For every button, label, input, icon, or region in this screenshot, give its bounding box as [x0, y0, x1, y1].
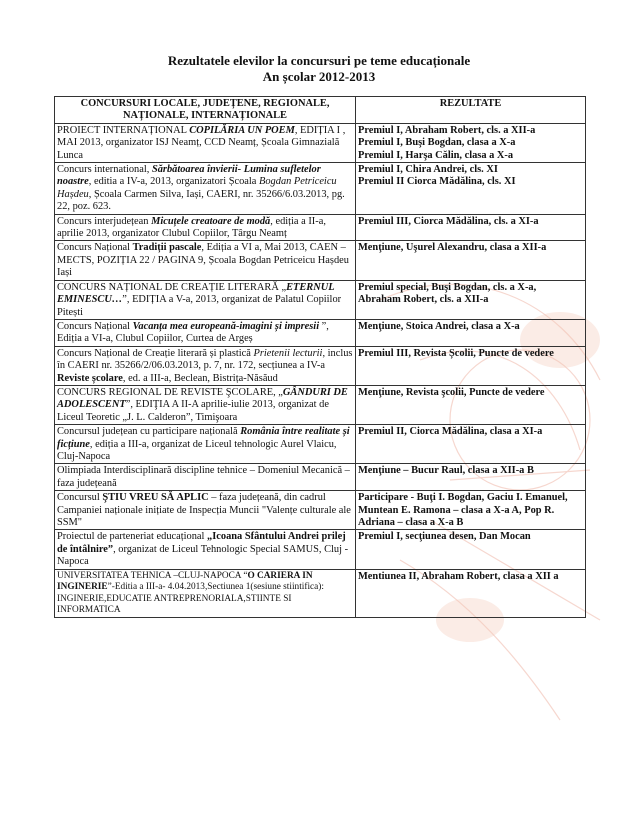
contest-text: Concurs interjudețean	[57, 215, 152, 227]
contest-text: CONCURS NAȚIONAL DE CREAȚIE LITERARĂ „	[57, 281, 287, 293]
contest-text: Olimpiada Interdisciplinară discipline tehnice – Domeniul Mecanică – faza județeană	[57, 465, 350, 489]
result-line: Premiul I, Harşa Călin, clasa a X-a	[358, 149, 514, 161]
result-line: Premiul II, Ciorca Mădălina, clasa a XI-a	[358, 426, 543, 438]
result-cell	[356, 319, 586, 346]
contest-text: Bogdan Petriceicu Hașdeu	[57, 176, 337, 200]
table-row	[55, 163, 586, 215]
table-row	[55, 214, 586, 241]
contest-cell	[55, 530, 356, 569]
contest-text: Sărbătoarea învierii- Lumina sufletelor noastre	[57, 164, 321, 188]
table-row	[55, 569, 586, 617]
result-line: Participare - Buţi I. Bogdan, Gaciu I. Emanuel, Muntean E. Ramona – clasa a X-a A, Pop R. Adriana – clasa a X-a B	[358, 492, 568, 528]
page-title	[0, 53, 638, 85]
contest-text: Prietenii lecturii	[253, 347, 323, 359]
result-cell	[356, 569, 586, 617]
header-contests: CONCURSURI LOCALE, JUDEȚENE, REGIONALE, NAȚIONALE, INTERNAȚIONALE	[55, 97, 356, 124]
contest-cell	[55, 464, 356, 491]
result-cell	[356, 491, 586, 530]
contest-text: , EDIȚIA I , MAI 2013, organizator ISJ Neamț, CCD Neamț, Școala Gimnazială Lunca	[57, 124, 346, 161]
contest-text: ETERNUL EMINESCU…	[57, 281, 335, 306]
contest-text: , ediția a III-a, organizat de Liceul tehnologic Aurel Vlaicu, Cluj-Napoca	[57, 438, 337, 462]
contest-text: O CARIERA IN INGINERIE	[57, 570, 313, 593]
contest-text: Concurs international,	[57, 164, 152, 176]
contest-cell	[55, 385, 356, 424]
contest-text: , Ediția a VI a, Mai 2013, CAEN – MECTS, POZIȚIA 22 / PAGINA 9, Școala Bogdan Petriceicu Hașdeu Iași	[57, 242, 349, 279]
contest-text: CONCURS REGIONAL DE REVISTE ŞCOLARE, „	[57, 386, 283, 398]
result-line: Menţiune, Revista şcolii, Puncte de vedere	[358, 386, 545, 398]
contest-cell	[55, 346, 356, 385]
contest-text: GÂNDURI DE ADOLESCENT	[57, 386, 348, 411]
contest-text: Concurs Național de Creație literară și plastică	[57, 347, 254, 359]
result-cell	[356, 464, 586, 491]
contest-text: Concurs Național	[57, 320, 133, 332]
page-title-line-2: An școlar 2012-2013	[262, 69, 376, 84]
result-line: Menţiune, Uşurel Alexandru, clasa a XII-a	[358, 242, 547, 254]
table-row	[55, 346, 586, 385]
contest-cell	[55, 280, 356, 319]
contest-text: COPILĂRIA UN POEM	[189, 124, 295, 136]
contest-cell	[55, 241, 356, 280]
contest-text: ”, EDIȚIA a V-a, 2013, organizat de Palatul Copiilor Pitești	[57, 294, 342, 318]
table-row	[55, 385, 586, 424]
contest-text: , organizat de Liceul Tehnologic Special SAMUS, Cluj - Napoca	[57, 543, 349, 568]
page-title-line-1: Rezultatele elevilor la concursuri pe teme educaționale	[167, 53, 471, 68]
table-row	[55, 530, 586, 569]
contest-text: ŞTIU VREU SĂ APLIC	[102, 492, 209, 504]
contest-text: , Școala Carmen Silva, Iași, CAERI, nr. 35266/6.03.2013, pg. 22, poz. 623.	[57, 188, 345, 213]
table-row	[55, 319, 586, 346]
contest-text: Reviste școlare	[57, 372, 123, 384]
contest-text: UNIVERSITATEA TEHNICA –CLUJ-NAPOCA “	[57, 570, 248, 581]
contest-text: PROIECT INTERNAȚIONAL	[57, 124, 190, 136]
result-line: Premiul I, Chira Andrei, cls. XI	[358, 164, 498, 176]
result-line: Premiul I, Buşi Bogdan, clasa a X-a	[358, 137, 516, 149]
contest-cell	[55, 123, 356, 162]
contest-text: , inclus în CAERI nr. 35266/2/06.03.2013, p. 7, nr. 172, secțiunea a IV-a	[57, 347, 353, 372]
result-line: Premiul II Ciorca Mădălina, cls. XI	[358, 176, 516, 188]
contest-text: România între realitate și ficțiune	[57, 426, 350, 450]
result-line: Premiul I, Abraham Robert, cls. a XII-a	[358, 124, 536, 136]
contest-text: – faza județeană, din cadrul Campaniei naționale inițiate de Inspecția Muncii "Valențe culturale ale SSM"	[57, 492, 351, 528]
result-line: Premiul I, secţiunea desen, Dan Mocan	[358, 531, 531, 543]
result-cell	[356, 385, 586, 424]
contest-text: Micuțele creatoare de modă	[151, 215, 271, 227]
result-line: Menţiune, Stoica Andrei, clasa a X-a	[358, 320, 520, 332]
table-row	[55, 491, 586, 530]
result-line: Mentiunea II, Abraham Robert, clasa a XII a	[358, 570, 559, 582]
contest-cell	[55, 214, 356, 241]
contest-cell	[55, 163, 356, 215]
result-cell	[356, 163, 586, 215]
table-row	[55, 464, 586, 491]
contest-text: ”, EDIŢIA A II-A aprilie-iulie 2013, organizat de Liceul Teoretic „J. L. Calderon”, Timişoara	[57, 399, 329, 423]
result-line: Menţiune – Bucur Raul, clasa a XII-a B	[358, 465, 534, 477]
table-row	[55, 123, 586, 162]
result-cell	[356, 346, 586, 385]
contest-text: ”-Editia a III-a- 4.04.2013,Sectiunea 1(sesiune stiintifica): INGINERIE,EDUCATIE ANTREPRENORIALA,STIINTE SI INFORMATICA	[57, 582, 324, 616]
table-body	[55, 123, 586, 617]
contest-text: ”, Ediția a VI-a, Clubul Copiilor, Curtea de Argeș	[57, 320, 329, 345]
result-cell	[356, 123, 586, 162]
table-row	[55, 280, 586, 319]
contest-text: Concurs Național	[57, 242, 133, 254]
result-cell	[356, 241, 586, 280]
header-results: REZULTATE	[356, 97, 586, 124]
result-cell	[356, 530, 586, 569]
result-line: Premiul special, Buşi Bogdan, cls. a X-a,	[358, 281, 537, 293]
contest-text: Proiectul de parteneriat educațional	[57, 531, 208, 543]
contest-text: Concursul	[57, 492, 103, 504]
contest-text: Tradiții pascale	[132, 242, 202, 254]
contest-cell	[55, 425, 356, 464]
contest-cell	[55, 319, 356, 346]
contest-text: Concursul județean cu participare națională	[57, 426, 241, 438]
contest-cell	[55, 491, 356, 530]
result-cell	[356, 280, 586, 319]
results-table	[54, 96, 586, 618]
result-line: Abraham Robert, cls. a XII-a	[358, 294, 489, 306]
contest-text: Vacanța mea europeană-imagini și impresii	[132, 320, 320, 332]
contest-text: , editia a IV-a, 2013, organizatori Școala	[88, 176, 260, 188]
contest-cell	[55, 569, 356, 617]
contest-text: „Icoana Sfântului Andrei prilej de întâlnire”	[57, 531, 346, 555]
table-row	[55, 241, 586, 280]
result-line: Premiul III, Ciorca Mădălina, cls. a XI-a	[358, 215, 539, 227]
table-header-row	[55, 97, 586, 124]
result-cell	[356, 214, 586, 241]
result-line: Premiul III, Revista Școlii, Puncte de vedere	[358, 347, 554, 359]
contest-text: , ediția a II-a, aprilie 2013, organizator Clubul Copiilor, Târgu Neamț	[57, 215, 326, 240]
contest-text: , ed. a III-a, Beclean, Bistrița-Năsăud	[122, 372, 278, 384]
table-row	[55, 425, 586, 464]
result-cell	[356, 425, 586, 464]
